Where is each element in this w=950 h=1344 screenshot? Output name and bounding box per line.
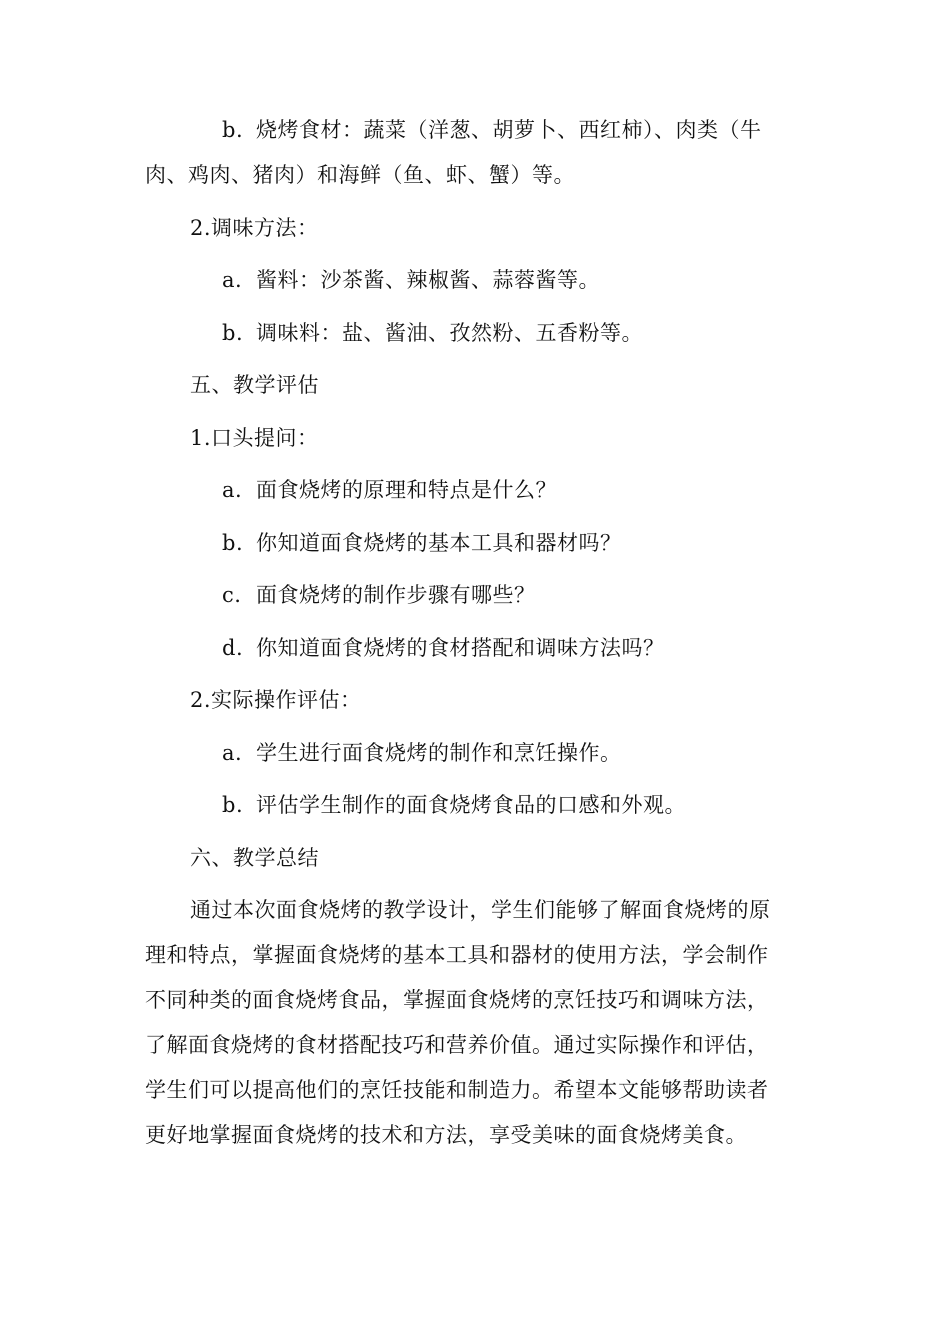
list-item-text: 评估学生制作的面食烧烤食品的口感和外观。 (256, 793, 686, 817)
section-heading: 五、教学评估 (190, 373, 319, 397)
paragraph-line: 理和特点，掌握面食烧烤的基本工具和器材的使用方法，学会制作 (145, 943, 769, 967)
paragraph-line: 不同种类的面食烧烤食品，掌握面食烧烤的烹饪技巧和调味方法， (145, 988, 769, 1012)
list-item (222, 738, 805, 768)
list-marker: b. (222, 321, 244, 345)
paragraph-line: 通过本次面食烧烤的教学设计，学生们能够了解面食烧烤的原 (190, 898, 771, 922)
list-marker: b. (222, 531, 244, 555)
list-marker: a. (222, 741, 243, 765)
list-item (222, 790, 805, 820)
subsection-heading: 2.调味方法： (190, 216, 319, 240)
list-marker: a. (222, 478, 243, 502)
list-item (222, 265, 805, 295)
list-item (222, 475, 805, 505)
list-item-text: 调味料：盐、酱油、孜然粉、五香粉等。 (256, 321, 643, 345)
list-marker: a. (222, 268, 243, 292)
paragraph-line: 学生们可以提高他们的烹饪技能和制造力。希望本文能够帮助读者 (145, 1078, 769, 1102)
list-item (222, 318, 805, 348)
list-item (222, 115, 805, 145)
list-marker: b. (222, 118, 244, 142)
list-item-text: 学生进行面食烧烤的制作和烹饪操作。 (256, 741, 622, 765)
list-item-text: 烧烤食材：蔬菜（洋葱、胡萝卜、西红柿）、肉类（牛 (256, 118, 762, 142)
list-marker: c. (222, 583, 242, 607)
list-marker: b. (222, 793, 244, 817)
list-item (222, 580, 805, 610)
list-item-text: 面食烧烤的制作步骤有哪些？ (256, 583, 536, 607)
list-item-text: 你知道面食烧烤的食材搭配和调味方法吗？ (256, 636, 665, 660)
list-item-text: 酱料：沙茶酱、辣椒酱、蒜蓉酱等。 (256, 268, 600, 292)
list-item-text: 你知道面食烧烤的基本工具和器材吗？ (256, 531, 622, 555)
paragraph-line: 更好地掌握面食烧烤的技术和方法，享受美味的面食烧烤美食。 (145, 1123, 747, 1147)
paragraph-line: 了解面食烧烤的食材搭配技巧和营养价值。通过实际操作和评估， (145, 1033, 769, 1057)
section-heading: 六、教学总结 (190, 846, 319, 870)
list-item-text: 面食烧烤的原理和特点是什么？ (256, 478, 557, 502)
list-marker: d. (222, 636, 244, 660)
list-item (222, 528, 805, 558)
subsection-heading: 1.口头提问： (190, 426, 319, 450)
subsection-heading: 2.实际操作评估： (190, 688, 362, 712)
list-item (222, 633, 805, 663)
text-line: 肉、鸡肉、猪肉）和海鲜（鱼、虾、蟹）等。 (145, 163, 575, 187)
